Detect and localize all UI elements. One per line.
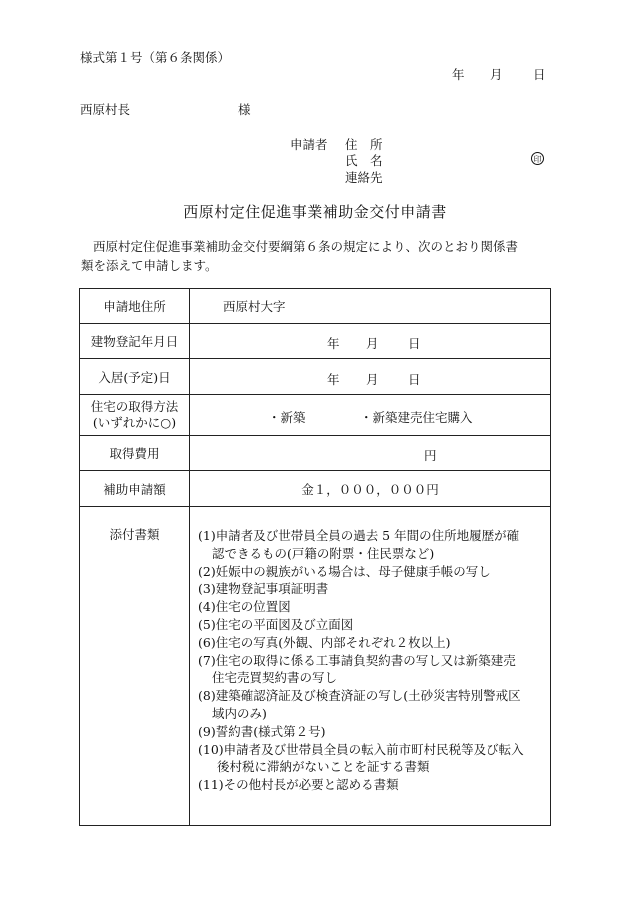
date-year-label: 年 (452, 67, 465, 82)
table-row (80, 359, 551, 395)
table-row (80, 507, 551, 826)
table-row (80, 289, 551, 324)
reg-month: 月 (366, 336, 379, 351)
date-day-label: 日 (533, 67, 546, 82)
method-option-new-build[interactable]: ・新築 (268, 410, 306, 425)
list-item: (11)その他村長が必要と認める書類 (198, 777, 399, 793)
attachments-label: 添付書類 (80, 507, 190, 826)
cost-unit: 円 (424, 448, 437, 463)
intro-text (81, 237, 553, 275)
acquisition-cost-field[interactable] (190, 436, 551, 471)
acquisition-cost-label: 取得費用 (80, 436, 190, 471)
address-label: 申請地住所 (80, 289, 190, 324)
intro-line-1: 西原村定住促進事業補助金交付要綱第６条の規定により、次のとおり関係書 (93, 239, 519, 254)
list-item-continuation: 後村税に滞納がないことを証する書類 (217, 759, 430, 775)
list-item: (6)住宅の写真(外観、内部それぞれ２枚以上) (198, 634, 451, 650)
method-label-line-1: 住宅の取得方法 (90, 399, 179, 414)
method-label-line-2: (いずれかに○) (92, 415, 177, 430)
application-table (79, 288, 551, 826)
list-item: (8)建築確認済証及び検査済証の写し(土砂災害特別警戒区 (198, 688, 521, 704)
seal-icon: 印 (531, 152, 544, 165)
move-in-date-label: 入居(予定)日 (80, 359, 190, 395)
page-title: 西原村定住促進事業補助金交付申請書 (183, 203, 447, 221)
list-item: (7)住宅の取得に係る工事請負契約書の写し又は新築建売 (198, 652, 516, 668)
list-item: (10)申請者及び世帯員全員の転入前市町村民税等及び転入 (198, 741, 524, 757)
address-field[interactable]: 西原村大字 (190, 289, 551, 324)
intro-line-2: 類を添えて申請します。 (81, 258, 218, 273)
table-row (80, 324, 551, 359)
addressee: 西原村長 (80, 102, 131, 117)
move-in-date-field[interactable] (190, 359, 551, 395)
acquisition-method-field (190, 395, 551, 436)
list-item: (3)建物登記事項証明書 (198, 581, 329, 597)
attachments-list (190, 507, 551, 826)
registration-date-label: 建物登記年月日 (80, 324, 190, 359)
applicant-label: 申請者 (290, 137, 328, 152)
move-day: 日 (408, 371, 421, 387)
move-month: 月 (366, 371, 379, 387)
list-item: (9)誓約書(様式第２号) (198, 723, 326, 739)
date-month-label: 月 (490, 67, 503, 82)
table-row (80, 436, 551, 471)
subsidy-amount-value: 金１，０００，０００円 (190, 471, 551, 507)
list-item-continuation: 域内のみ) (212, 705, 267, 721)
applicant-contact-label: 連絡先 (345, 170, 383, 185)
list-item-continuation: 住宅売買契約書の写し (212, 670, 338, 686)
applicant-address-label: 住 所 (345, 137, 383, 152)
applicant-name-label: 氏 名 (345, 153, 383, 168)
method-option-new-purchase[interactable]: ・新築建売住宅購入 (360, 410, 473, 425)
registration-date-field[interactable] (190, 324, 551, 359)
reg-day: 日 (408, 336, 421, 351)
acquisition-method-label (80, 395, 190, 436)
honorific: 様 (238, 102, 251, 117)
table-row (80, 471, 551, 507)
list-item: (5)住宅の平面図及び立面図 (198, 616, 354, 632)
list-item: (2)妊娠中の親族がいる場合は、母子健康手帳の写し (198, 563, 491, 579)
list-item: (4)住宅の位置図 (198, 599, 291, 615)
subsidy-amount-label: 補助申請額 (80, 471, 190, 507)
move-year: 年 (327, 371, 340, 387)
submission-date (0, 69, 630, 83)
table-row (80, 395, 551, 436)
list-item-continuation: 認できるもの(戸籍の附票・住民票など) (212, 545, 435, 561)
form-number: 様式第１号（第６条関係） (80, 50, 231, 65)
reg-year: 年 (327, 336, 340, 351)
list-item: (1)申請者及び世帯員全員の過去 5 年間の住所地履歴が確 (198, 528, 520, 543)
